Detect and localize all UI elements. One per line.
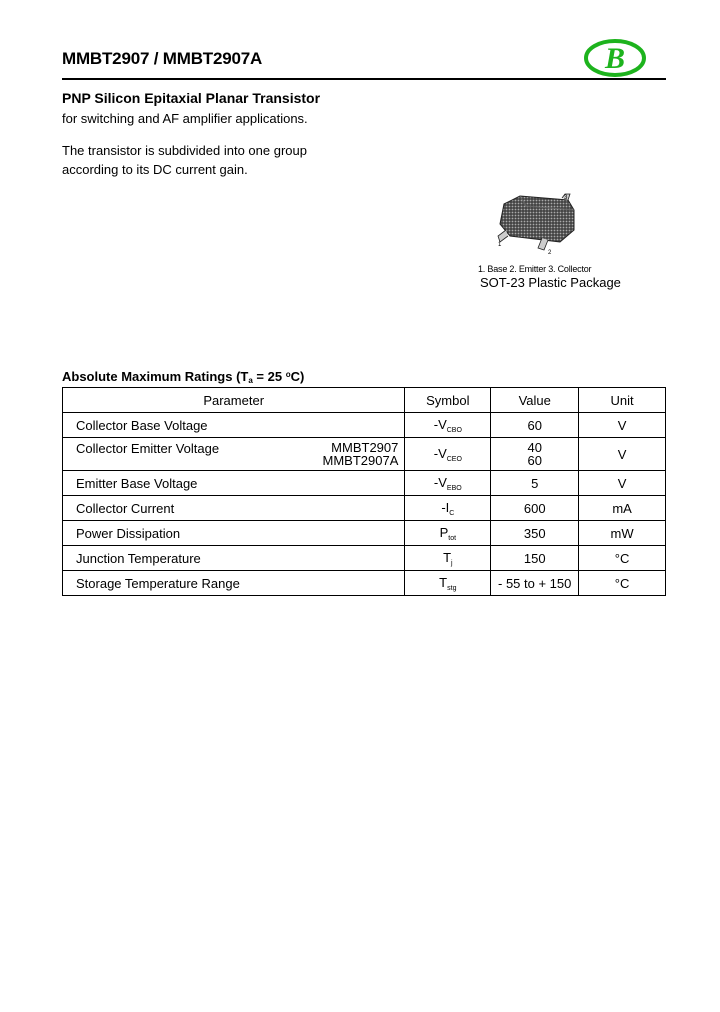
ratings-title: Absolute Maximum Ratings ($T_a = 25$ $^o$C)	[62, 369, 305, 385]
row-value: 60	[491, 413, 579, 438]
row-unit: V	[579, 413, 666, 438]
application-text: for switching and AF amplifier applications.	[62, 111, 308, 126]
row-symbol: $-V_{EBO}$	[405, 471, 491, 496]
pin-2-label: 2	[548, 250, 552, 256]
header-parameter: Parameter	[63, 388, 405, 413]
pin-3-label: 3	[564, 195, 568, 201]
product-subtitle: PNP Silicon Epitaxial Planar Transistor	[62, 90, 321, 106]
grouping-text-line1: The transistor is subdivided into one group	[62, 143, 307, 158]
row-symbol: $P_{tot}$	[405, 521, 491, 546]
row-unit: °C	[579, 546, 666, 571]
row-parameter: Collector Current	[63, 496, 405, 521]
table-row	[63, 496, 666, 521]
row-symbol: $-V_{CBO}$	[405, 413, 491, 438]
row-symbol: $-I_C$	[405, 496, 491, 521]
row-unit: V	[579, 438, 666, 471]
header-unit: Unit	[579, 388, 666, 413]
table-row	[63, 571, 666, 596]
header-divider	[62, 78, 666, 80]
table-row	[63, 546, 666, 571]
row-symbol: $T_j$	[405, 546, 491, 571]
row-unit: mW	[579, 521, 666, 546]
row-unit: °C	[579, 571, 666, 596]
row-value: 5	[491, 471, 579, 496]
document-title: MMBT2907 / MMBT2907A	[62, 49, 263, 68]
table-row	[63, 471, 666, 496]
row-parameter: Storage Temperature Range	[63, 571, 405, 596]
row-parameter: Junction Temperature	[63, 546, 405, 571]
table-header-row	[63, 388, 666, 413]
variant-mmbt2907: MMBT2907	[331, 440, 399, 455]
row-unit: V	[579, 471, 666, 496]
row-value: 350	[491, 521, 579, 546]
ratings-table	[62, 387, 666, 596]
pin-legend: 1. Base 2. Emitter 3. Collector	[478, 264, 592, 274]
pin-1-label: 1	[498, 242, 502, 248]
header-value: Value	[491, 388, 579, 413]
variant-mmbt2907a: MMBT2907A	[322, 453, 399, 468]
row-parameter: Emitter Base Voltage	[63, 471, 405, 496]
row-parameter: Power Dissipation	[63, 521, 405, 546]
logo-letter: B	[604, 42, 626, 75]
row-value: 40 60	[491, 438, 579, 471]
row-value: - 55 to + 150	[491, 571, 579, 596]
row-unit: mA	[579, 496, 666, 521]
row-parameter: Collector Emitter Voltage MMBT2907 MMBT2907A	[63, 438, 405, 471]
grouping-text-line2: according to its DC current gain.	[62, 162, 248, 177]
row-value: 600	[491, 496, 579, 521]
row-symbol: $-V_{CEO}$	[405, 438, 491, 471]
package-name: SOT-23 Plastic Package	[480, 275, 621, 290]
table-row	[63, 438, 666, 471]
header-symbol: Symbol	[405, 388, 491, 413]
row-value: 150	[491, 546, 579, 571]
row-parameter: Collector Base Voltage	[63, 413, 405, 438]
company-logo	[584, 38, 646, 78]
table-row	[63, 521, 666, 546]
table-row	[63, 413, 666, 438]
row-symbol: $T_{stg}$	[405, 571, 491, 596]
sot23-package-image	[490, 190, 590, 260]
